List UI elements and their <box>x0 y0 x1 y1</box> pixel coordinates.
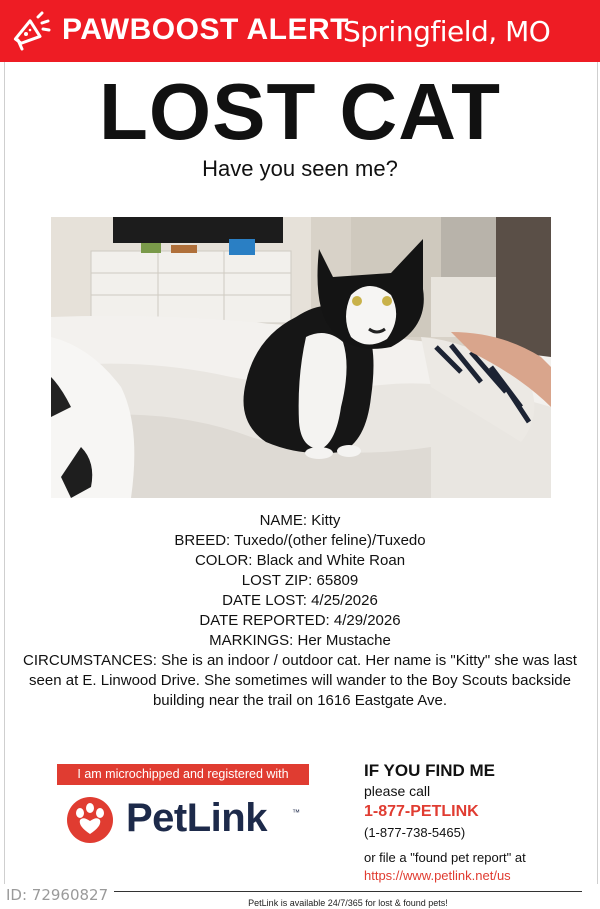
found-title: IF YOU FIND ME <box>364 761 495 780</box>
cat-photo <box>51 217 551 498</box>
detail-markings: MARKINGS: Her Mustache <box>209 632 391 649</box>
detail-breed: BREED: Tuxedo/(other feline)/Tuxedo <box>174 532 426 549</box>
detail-name: NAME: Kitty <box>259 512 341 529</box>
alert-header <box>0 0 600 62</box>
megaphone-paw-icon <box>8 11 52 51</box>
brand-title: PAWBOOST ALERT <box>62 13 349 46</box>
detail-color: COLOR: Black and White Roan <box>194 552 406 569</box>
trademark-symbol: ™ <box>292 808 300 817</box>
paw-heart-icon <box>66 796 114 844</box>
found-phone-link[interactable]: 1-877-PETLINK <box>364 803 479 820</box>
found-report-label: or file a "found pet report" at <box>364 850 526 865</box>
poster-headline: LOST CAT <box>98 67 502 156</box>
microchip-banner: I am microchipped and registered with <box>57 764 309 785</box>
footer-divider <box>114 891 582 892</box>
detail-date-lost: DATE LOST: 4/25/2026 <box>222 592 378 609</box>
petlink-wordmark: PetLink <box>126 796 267 840</box>
detail-date-reported: DATE REPORTED: 4/29/2026 <box>199 612 401 629</box>
pet-id-label: ID: 72960827 <box>6 886 109 904</box>
location-label: Springfield, MO <box>343 15 551 48</box>
detail-circumstances: CIRCUMSTANCES: She is an indoor / outdoor cat. Her name is "Kitty" she was last seen at E. Linwood Drive. She sometimes will wander to the Boy Scouts backside building near the trail on 1616 Eastgate Ave. <box>23 652 577 709</box>
petlink-logo <box>66 794 316 844</box>
pet-details <box>20 511 580 711</box>
poster-subhead: Have you seen me? <box>202 156 398 181</box>
footer-note: PetLink is available 24/7/365 for lost & found pets! <box>248 898 448 908</box>
found-instructions <box>364 760 594 885</box>
found-call-label: please call <box>364 783 431 799</box>
found-phone-digits: (1-877-738-5465) <box>364 825 466 840</box>
petlink-url-link[interactable]: https://www.petlink.net/us <box>364 868 511 883</box>
detail-lost-zip: LOST ZIP: 65809 <box>241 572 359 589</box>
